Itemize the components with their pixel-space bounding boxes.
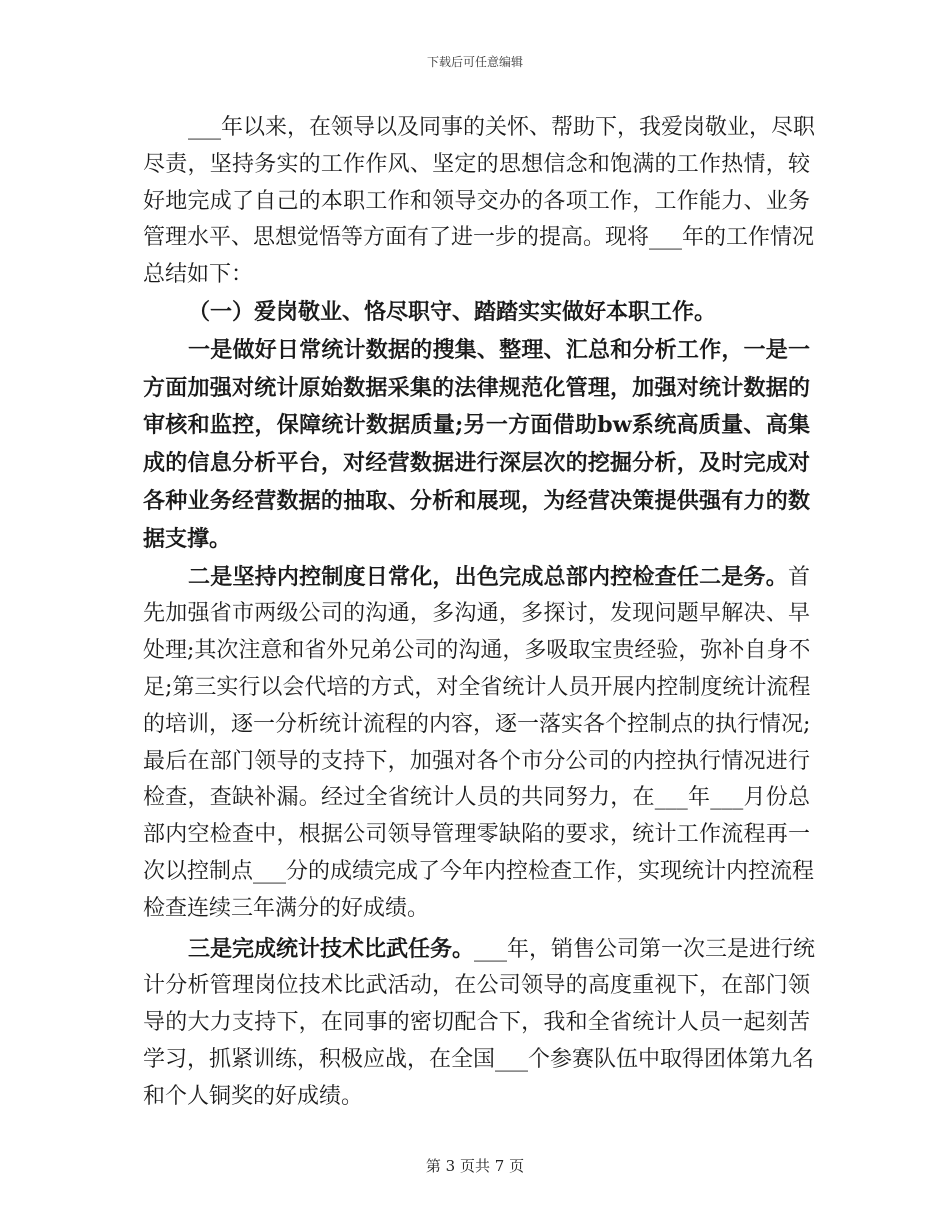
text-line <box>143 184 810 221</box>
text-line <box>143 854 815 891</box>
text-line <box>143 968 810 1005</box>
body-text: 尽责，坚持务实的工作作风、坚定的思想信念和饱满的工作热情，较 <box>143 151 810 177</box>
text-line <box>143 633 810 670</box>
paragraph <box>143 110 816 294</box>
body-text: 先加强省市两级公司的沟通，多沟通，多探讨，发现问题早解决、早 <box>143 601 810 627</box>
text-line <box>143 257 810 294</box>
page-header: 下载后可任意编辑 <box>426 55 523 69</box>
text-line <box>143 370 810 408</box>
body-text: 好地完成了自己的本职工作和领导交办的各项工作，工作能力、业务 <box>143 188 810 214</box>
body-text: 处理;其次注意和省外兄弟公司的沟通，多吸取宝贵经验，弥补自身不 <box>143 638 811 664</box>
bold-text: 三是完成统计技术比武任务。 <box>188 935 475 962</box>
text-line <box>143 817 810 854</box>
text-line <box>143 707 810 744</box>
bold-text: 审核和监控，保障统计数据质量;另一方面借助bw系统高质量、高集 <box>143 412 810 439</box>
body-text: 检查连续三年满分的好成绩。 <box>143 895 430 921</box>
paragraph <box>143 332 810 559</box>
body-text: ___年以来，在领导以及同事的关怀、帮助下，我爱岗敬业，尽职 <box>188 115 816 140</box>
text-line <box>143 220 815 257</box>
text-line <box>143 1042 815 1079</box>
bold-text: 二是坚持内控制度日常化，出色完成总部内控检查任二是务。 <box>188 563 788 590</box>
body-text: 的培训，逐一分析统计流程的内容，逐一落实各个控制点的执行情况; <box>143 711 811 737</box>
text-line <box>143 483 810 521</box>
text-line <box>143 891 810 928</box>
text-line <box>143 780 810 817</box>
body-text: 最后在部门领导的支持下，加强对各个市分公司的内控执行情况进行 <box>143 748 810 774</box>
text-line <box>143 521 810 559</box>
text-line <box>143 294 810 332</box>
body-text: 计分析管理岗位技术比武活动，在公司领导的高度重视下，在部门领 <box>143 973 810 999</box>
paragraph <box>143 931 816 1116</box>
text-line <box>143 1079 810 1116</box>
paragraph <box>143 294 810 332</box>
text-line <box>143 407 810 445</box>
body-text: 足;第三实行以会代培的方式，对全省统计人员开展内控制度统计流程 <box>143 674 811 700</box>
text-line <box>143 332 810 370</box>
text-line <box>143 670 810 707</box>
text-line <box>143 110 816 147</box>
bold-text: （一）爱岗敬业、恪尽职守、踏踏实实做好本职工作。 <box>188 298 717 325</box>
text-line <box>143 445 810 483</box>
text-line <box>143 596 810 633</box>
body-text: 和个人铜奖的好成绩。 <box>143 1083 364 1109</box>
bold-text: 据支撑。 <box>143 525 232 552</box>
text-line <box>143 147 810 184</box>
text-line <box>143 559 810 597</box>
body-text: 总结如下： <box>143 262 254 288</box>
bold-text: 成的信息分析平台，对经营数据进行深层次的挖掘分析，及时完成对 <box>143 450 810 477</box>
text-line <box>143 1005 810 1042</box>
body-text: 次以控制点___分的成绩完成了今年内控检查工作，实现统计内控流程 <box>143 858 815 884</box>
body-text: ___年，销售公司第一次三是进行统 <box>474 936 816 962</box>
bold-text: 一是做好日常统计数据的搜集、整理、汇总和分析工作，一是一 <box>188 336 810 363</box>
body-text: 管理水平、思想觉悟等方面有了进一步的提高。现将___年的工作情况 <box>143 225 815 251</box>
paragraph <box>143 559 815 928</box>
body-text: 部内空检查中，根据公司领导管理零缺陷的要求，统计工作流程再一 <box>143 822 810 848</box>
bold-text: 方面加强对统计原始数据采集的法律规范化管理，加强对统计数据的 <box>143 374 810 401</box>
body-text: 学习，抓紧训练，积极应战，在全国___个参赛队伍中取得团体第九名 <box>143 1046 815 1072</box>
text-line <box>143 744 810 781</box>
body-text: 首 <box>787 564 810 590</box>
page-number: 第 3 页共 7 页 <box>425 1157 525 1175</box>
bold-text: 各种业务经营数据的抽取、分析和展现，为经营决策提供强有力的数 <box>143 487 810 514</box>
text-line <box>143 931 816 969</box>
body-text: 检查，查缺补漏。经过全省统计人员的共同努力，在___年___月份总 <box>143 785 810 811</box>
document-body <box>143 110 816 1116</box>
body-text: 导的大力支持下，在同事的密切配合下，我和全省统计人员一起刻苦 <box>143 1010 810 1036</box>
